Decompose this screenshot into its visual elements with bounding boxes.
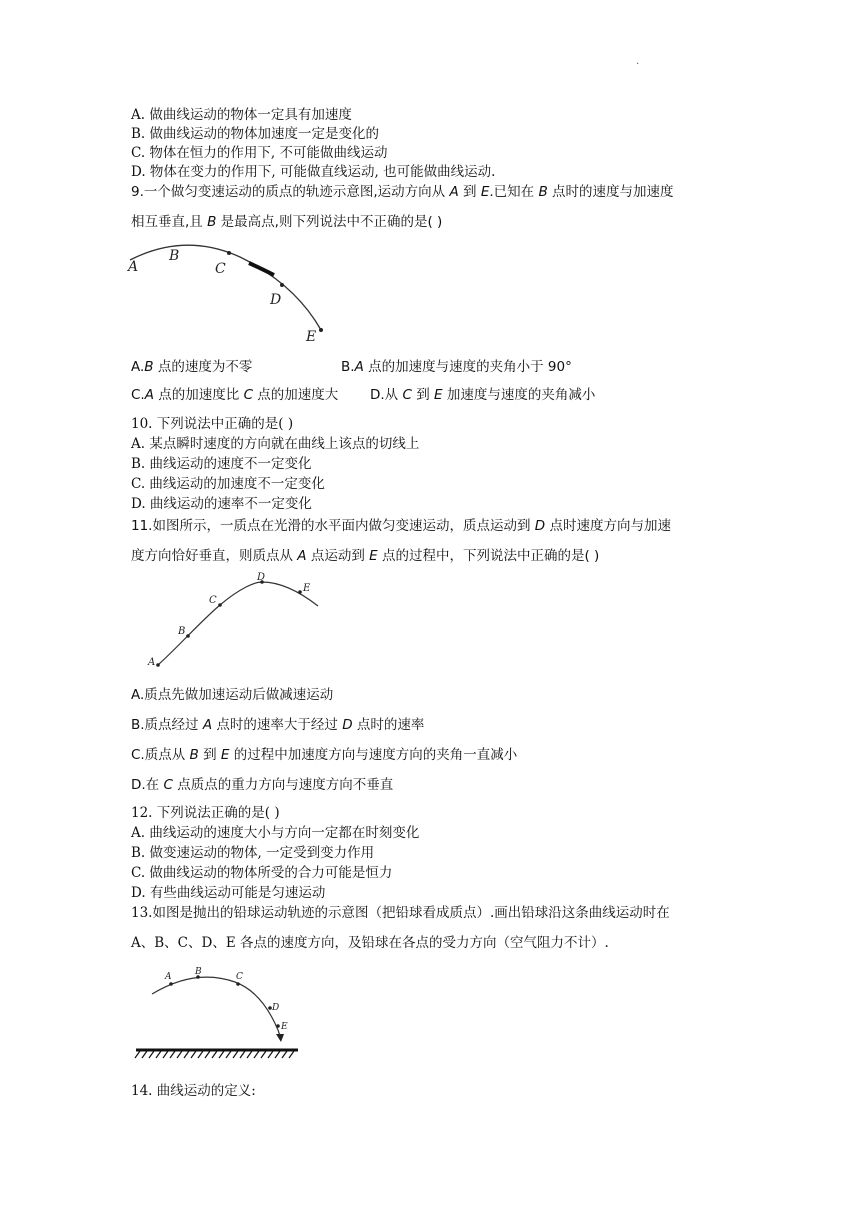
q9-option-d: D.从 C 到 E 加速度与速度的夹角减小 [370, 387, 596, 403]
q10-option-c: C. 曲线运动的加速度不一定变化 [131, 476, 325, 492]
q9-point-e [319, 328, 323, 332]
q9-label-a: A [128, 259, 139, 275]
ground-hatch-stroke [191, 1051, 196, 1058]
q11-option-d: D.在 C 点质点的重力方向与速度方向不垂直 [131, 777, 394, 793]
q9-label-d: D [270, 292, 282, 308]
ground-hatch-stroke [184, 1051, 189, 1058]
ground-hatch-stroke [268, 1051, 273, 1058]
q11-trajectory-curve [158, 582, 318, 665]
q11-option-a: A.质点先做加速运动后做减速运动 [131, 687, 334, 703]
q9-option-b: B.A 点的加速度与速度的夹角小于 90° [341, 359, 572, 375]
q8-option-c: C. 物体在恒力的作用下, 不可能做曲线运动 [131, 145, 388, 161]
q13-point-c [236, 982, 240, 986]
q11-label-e: E [303, 583, 311, 594]
ground-hatch-stroke [205, 1051, 210, 1058]
q12-option-c: C. 做曲线运动的物体所受的合力可能是恒力 [131, 865, 393, 881]
ground-hatch-stroke [226, 1051, 231, 1058]
q11-label-a: A [148, 657, 156, 668]
ground-hatch-stroke [247, 1051, 252, 1058]
header-mark: . [636, 56, 640, 67]
q12-option-d: D. 有些曲线运动可能是匀速运动 [131, 885, 326, 901]
q9-stem-line1: 9.一个做匀变速运动的质点的轨迹示意图,运动方向从 A 到 E.已知在 B 点时的速度与加速度 [131, 184, 674, 200]
ground-hatch-stroke [142, 1051, 147, 1058]
q8-option-d: D. 物体在变力的作用下, 可能做直线运动, 也可能做曲线运动. [131, 164, 496, 180]
q9-option-c: C.A 点的加速度比 C 点的加速度大 [131, 387, 339, 403]
ground-hatch-stroke [254, 1051, 259, 1058]
q8-option-b: B. 做曲线运动的物体加速度一定是变化的 [131, 126, 380, 142]
q13-label-b: B [195, 967, 202, 977]
q11-option-b: B.质点经过 A 点时的速率大于经过 D 点时的速率 [131, 717, 425, 733]
ground-hatch-stroke [163, 1051, 168, 1058]
q13-point-a [169, 982, 173, 986]
q12-stem: 12. 下列说法正确的是( ) [131, 805, 280, 821]
q11-stem-line1: 11.如图所示，一质点在光滑的水平面内做匀变速运动，质点运动到 D 点时速度方向与加速 [131, 518, 671, 534]
ground-hatch-stroke [135, 1051, 140, 1058]
q11-option-c: C.质点从 B 到 E 的过程中加速度方向与速度方向的夹角一直减小 [131, 747, 518, 763]
q12-option-a: A. 曲线运动的速度大小与方向一定都在时刻变化 [131, 825, 420, 841]
ground-hatch-stroke [261, 1051, 266, 1058]
q9-trajectory-curve [130, 245, 321, 330]
q9-trajectory-thick-segment [249, 263, 274, 275]
q9-label-e: E [306, 329, 317, 345]
q11-label-d: D [257, 572, 266, 583]
ground-hatch-stroke [233, 1051, 238, 1058]
ground-hatch-stroke [282, 1051, 287, 1058]
q11-trajectory-figure [140, 570, 330, 680]
q13-label-d: D [272, 1003, 280, 1013]
q10-stem: 10. 下列说法中正确的是( ) [131, 416, 294, 432]
q9-trajectory-figure [125, 238, 335, 348]
ground-hatch-stroke [240, 1051, 245, 1058]
q10-option-a: A. 某点瞬时速度的方向就在曲线上该点的切线上 [131, 436, 420, 452]
q11-point-a [156, 663, 160, 667]
ground-hatch-stroke [170, 1051, 175, 1058]
ground-hatch-stroke [149, 1051, 154, 1058]
q11-point-c [218, 603, 222, 607]
q8-option-a: A. 做曲线运动的物体一定具有加速度 [131, 107, 352, 123]
q11-point-e [298, 590, 302, 594]
q13-label-c: C [236, 972, 243, 982]
q10-option-b: B. 曲线运动的速度不一定变化 [131, 456, 312, 472]
ground-hatch-stroke [289, 1051, 294, 1058]
q9-point-c [227, 251, 231, 255]
q9-point-d [280, 283, 284, 287]
q11-stem-line2: 度方向恰好垂直，则质点从 A 点运动到 E 点的过程中，下列说法中正确的是( ) [131, 548, 600, 564]
q9-stem-line2: 相互垂直,且 B 是最高点,则下列说法中不正确的是( ) [131, 214, 443, 230]
q13-arrowhead [276, 1034, 284, 1042]
q13-ground-hatch [135, 1051, 294, 1058]
ground-hatch-stroke [212, 1051, 217, 1058]
q11-label-b: B [178, 626, 186, 637]
q11-label-c: C [209, 595, 217, 606]
q9-label-c: C [215, 261, 226, 277]
ground-hatch-stroke [198, 1051, 203, 1058]
q13-label-e: E [281, 1022, 288, 1032]
ground-hatch-stroke [177, 1051, 182, 1058]
q9-option-a: A.B 点的速度为不零 [131, 359, 253, 375]
q13-stem-line1: 13.如图是抛出的铅球运动轨迹的示意图（把铅球看成质点）.画出铅球沿这条曲线运动时在 [131, 905, 670, 921]
q12-option-b: B. 做变速运动的物体, 一定受到变力作用 [131, 845, 375, 861]
q13-label-a: A [165, 972, 172, 982]
q13-stem-line2: A、B、C、D、E 各点的速度方向，及铅球在各点的受力方向（空气阻力不计）. [131, 935, 609, 951]
ground-hatch-stroke [219, 1051, 224, 1058]
q13-shot-put-figure [130, 962, 310, 1062]
q10-option-d: D. 曲线运动的速率不一定变化 [131, 496, 312, 512]
q11-point-b [186, 634, 190, 638]
q14-stem: 14. 曲线运动的定义: [131, 1083, 256, 1099]
q13-point-e [276, 1024, 280, 1028]
q9-label-b: B [169, 248, 180, 264]
ground-hatch-stroke [275, 1051, 280, 1058]
ground-hatch-stroke [156, 1051, 161, 1058]
